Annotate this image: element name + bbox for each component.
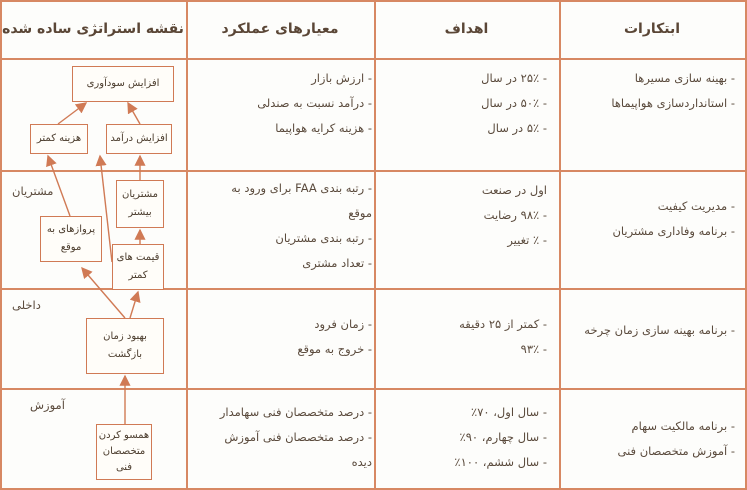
row3-metrics	[297, 312, 372, 362]
innovation-item: - برنامه بهینه سازی زمان چرخه	[584, 323, 735, 337]
box-text: فنی	[115, 462, 133, 473]
grid-line	[745, 0, 747, 490]
innovation-item: - استانداردسازی هواپیماها	[611, 96, 735, 110]
row1-goals	[481, 66, 547, 141]
goal-item: - سال اول، ۷۰٪	[471, 405, 547, 419]
box-text: موقع	[60, 242, 82, 253]
map-box-revenue: افزایش درآمد	[106, 124, 172, 154]
innovation-item: - برنامه مالکیت سهام	[631, 419, 735, 433]
arrow	[128, 103, 140, 124]
grid-line	[186, 0, 188, 490]
header-goals: اهداف	[444, 21, 489, 37]
goal-item: - ۵۰٪ در سال	[481, 96, 547, 110]
box-text: بهبود زمان	[103, 331, 147, 342]
row2-metrics	[231, 176, 372, 276]
map-label-internal: داخلی	[12, 298, 41, 312]
row1-innovations	[611, 66, 735, 116]
box-text: بیشتر	[128, 207, 152, 218]
metric-item: - درصد متخصصان فنی آموزش	[224, 430, 372, 444]
box-text: بازگشت	[107, 349, 143, 360]
goal-item: - ۵٪ در سال	[487, 121, 547, 135]
box-text: مشتریان	[122, 189, 158, 200]
metric-item: - خروج به موقع	[297, 342, 372, 356]
row3-goals	[459, 312, 547, 362]
row2-goals	[482, 178, 547, 253]
row1-metrics	[257, 66, 372, 141]
grid-line	[374, 0, 376, 490]
row2-innovations	[612, 194, 735, 244]
metric-item: دیده	[351, 455, 372, 469]
map-box-on-time-flights	[40, 216, 102, 262]
goal-item: - ۹۳٪	[520, 342, 547, 356]
box-text: متخصصان	[102, 446, 146, 457]
metric-item: - درآمد نسبت به صندلی	[257, 96, 372, 110]
metric-item: - تعداد مشتری	[302, 256, 372, 270]
header-strategy-map: نقشه استراتژی ساده شده	[2, 21, 184, 37]
goal-item: - ٪ تغییر	[507, 233, 547, 247]
innovation-item: - آموزش متخصصان فنی	[617, 444, 735, 458]
innovation-item: - بهینه سازی مسیرها	[634, 71, 735, 85]
box-text: همسو کردن	[98, 430, 150, 441]
map-box-more-customers	[116, 180, 164, 228]
innovation-item: - مدیریت کیفیت	[657, 199, 735, 213]
innovation-item: - برنامه وفاداری مشتریان	[612, 224, 735, 238]
metric-item: - هزینه کرایه هواپیما	[275, 121, 372, 135]
goal-item: - ۹۸٪ رضایت	[483, 208, 547, 222]
row3-innovations	[584, 318, 735, 343]
header-innovations: ابتکارات	[623, 21, 681, 37]
map-label-learning: آموزش	[30, 398, 65, 412]
metric-item: - رتبه بندی FAA برای ورود به	[231, 181, 372, 195]
arrow	[58, 103, 86, 124]
box-text: پروازهای به	[46, 224, 96, 235]
goal-item: - کمتر از ۲۵ دقیقه	[459, 317, 547, 331]
metric-item: - رتبه بندی مشتریان	[275, 231, 372, 245]
map-box-lower-cost: هزینه کمتر	[30, 124, 88, 154]
header-metrics: معیارهای عملکرد	[221, 21, 339, 37]
metric-item: - ارزش بازار	[311, 71, 372, 85]
goal-item: - ۲۵٪ در سال	[481, 71, 547, 85]
arrow	[130, 292, 138, 318]
grid-line	[559, 0, 561, 490]
metric-item: - درصد متخصصان فنی سهامدار	[219, 405, 372, 419]
row4-goals	[454, 400, 547, 475]
arrow	[48, 156, 70, 216]
row4-metrics	[220, 400, 372, 475]
goal-item: - سال ششم، ۱۰۰٪	[454, 455, 547, 469]
metric-item: - زمان فرود	[314, 317, 372, 331]
metric-item: موقع	[348, 206, 372, 220]
goal-item: - سال چهارم، ۹۰٪	[459, 430, 547, 444]
box-text: قیمت های	[116, 252, 160, 263]
box-text: کمتر	[128, 270, 148, 281]
goal-item: اول در صنعت	[481, 183, 547, 197]
map-box-align-staff	[96, 424, 152, 480]
map-box-profit: افزایش سودآوری	[72, 66, 174, 102]
map-box-lower-prices	[112, 244, 164, 290]
map-box-turnaround	[86, 318, 164, 374]
row4-innovations	[617, 414, 735, 464]
map-label-customers: مشتریان	[12, 184, 54, 198]
